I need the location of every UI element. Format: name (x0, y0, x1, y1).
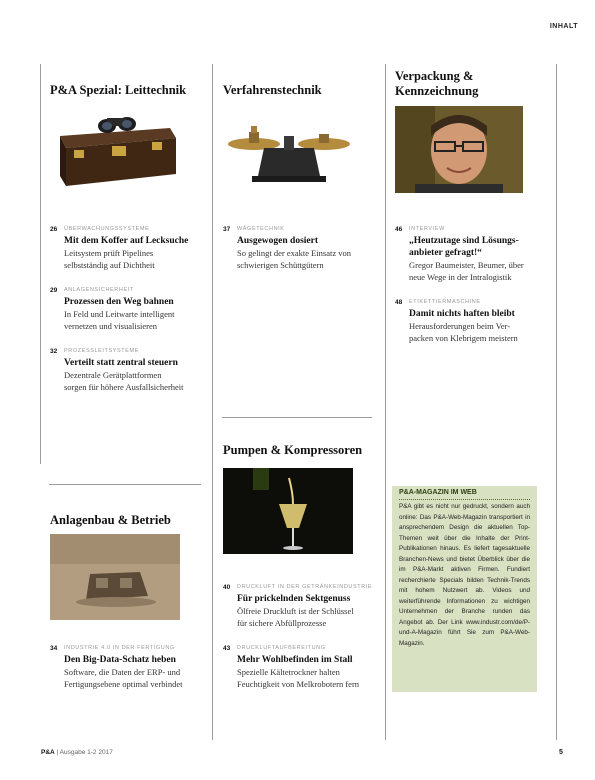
article-description: Software, die Daten der ERP- und (64, 667, 181, 677)
article-category: ETIKETTIERMASCHINE (409, 299, 481, 305)
page-number: 34 (50, 645, 58, 652)
section-divider (49, 484, 201, 485)
toc-entry[interactable] (395, 226, 555, 288)
toc-entry[interactable] (223, 645, 383, 695)
article-description: Spezielle Kältetrockner halten (237, 667, 340, 677)
web-magazine-text: P&A gibt es nicht nur gedruckt, sondern auch online: Das P&A-Web-Magazin transportiert in ansprechendem Design die aktuellen Top-Themen weit über die Inhalte der Print-Publikationen hinaus. Es liefert tagesaktuelle Branchen-News und bietet Überblick über die im P&A-Markt aktiven Firmen. Fundiert recherchierte Specials bilden Technik-Trends mit hohem Nutzwert ab. Videos und weiterführende Informationen zu wichtigen Unternehmen der Branche runden das Angebot ab. Der Link www.industr.com/de/P-und-A-Magazin führt Sie zum P&A-Web-Magazin. (399, 503, 530, 647)
article-description: Dezentrale Gerätplattformen (64, 370, 162, 380)
web-magazine-rule (399, 499, 530, 500)
article-title: Verteilt statt zentral steuern (64, 358, 178, 368)
article-description: schwierigen Schüttgütern (237, 260, 324, 270)
section-title-line: Kennzeichnung (395, 84, 479, 98)
article-title: Für prickelnden Sektgenuss (237, 594, 351, 604)
page-number: 43 (223, 645, 231, 652)
article-description: In Feld und Leitwarte intelligent (64, 309, 175, 319)
article-title: „Heutzutage sind Lösungs- (409, 236, 519, 246)
toc-entry[interactable] (50, 348, 210, 398)
portrait-image (395, 106, 523, 193)
toc-entry[interactable] (50, 287, 210, 337)
web-magazine-box (392, 486, 537, 692)
article-title: Prozessen den Weg bahnen (64, 297, 174, 307)
page-number: 46 (395, 226, 403, 233)
column-divider (556, 64, 557, 740)
footer-issue-text: | Ausgabe 1-2 2017 (56, 749, 113, 756)
article-description: Leitsystem prüft Pipelines (64, 248, 154, 258)
article-category: ÜBERWACHUNGSSYSTEME (64, 226, 150, 232)
toc-entry[interactable] (50, 226, 210, 276)
sparkling-wine-image (223, 468, 353, 554)
column-divider (385, 64, 386, 740)
article-description: Ölfreie Druckluft ist der Schlüssel (237, 606, 354, 616)
article-title: Den Big-Data-Schatz heben (64, 655, 176, 665)
balance-scale-image (224, 106, 354, 192)
section-title-leittechnik: P&A Spezial: Leittechnik (50, 83, 187, 97)
footer-brand: P&A (41, 749, 55, 756)
section-title-verfahrenstechnik: Verfahrenstechnik (223, 83, 322, 97)
page-number: 37 (223, 226, 231, 233)
article-title: anbieter gefragt!“ (409, 248, 482, 258)
treasure-chest-image (50, 534, 180, 620)
article-description: sorgen für höhere Ausfallsicherheit (64, 382, 184, 392)
footer-issue (41, 749, 113, 756)
article-title: Mit dem Koffer auf Lecksuche (64, 236, 189, 246)
article-category: INDUSTRIE 4.0 IN DER FERTIGUNG (64, 645, 175, 651)
page-number: 48 (395, 299, 403, 306)
page-number: 40 (223, 584, 231, 591)
article-description: neue Wege in der Intralogistik (409, 272, 512, 282)
page-number: 26 (50, 226, 58, 233)
article-title: Mehr Wohlbefinden im Stall (237, 655, 353, 665)
toc-entry[interactable] (395, 299, 555, 349)
section-title-verpackung (395, 69, 478, 99)
article-title: Damit nichts haften bleibt (409, 309, 515, 319)
article-category: DRUCKLUFT IN DER GETRÄNKEINDUSTRIE (237, 584, 373, 590)
web-magazine-title: P&A-MAGAZIN IM WEB (399, 489, 477, 496)
section-title-anlagenbau: Anlagenbau & Betrieb (50, 513, 171, 527)
toc-entry[interactable] (223, 584, 383, 634)
page-number: 32 (50, 348, 58, 355)
article-description: Gregor Baumeister, Beumer, über (409, 260, 524, 270)
article-description: Feuchtigkeit von Melkrobotern fern (237, 679, 360, 689)
article-description: Herausforderungen beim Ver- (409, 321, 511, 331)
section-divider (222, 417, 372, 418)
article-category: INTERVIEW (409, 226, 445, 232)
page-number-footer: 5 (559, 749, 563, 756)
article-description: packen von Klebrigem meistern (409, 333, 518, 343)
column-divider (40, 64, 41, 464)
leak-detection-case-image (52, 106, 182, 192)
section-title-line: Verpackung & (395, 69, 474, 83)
article-description: Fertigungsebene optimal verbindet (64, 679, 183, 689)
section-title-pumpen: Pumpen & Kompressoren (223, 443, 363, 457)
article-description: für sichere Abfüllprozesse (237, 618, 327, 628)
article-category: WÄGETECHNIK (237, 226, 285, 232)
article-category: ANLAGENSICHERHEIT (64, 287, 134, 293)
column-divider (212, 64, 213, 740)
article-category: PROZESSLEITSYSTEME (64, 348, 139, 354)
toc-entry[interactable] (50, 645, 210, 695)
toc-entry[interactable] (223, 226, 383, 276)
article-category: DRUCKLUFTAUFBEREITUNG (237, 645, 326, 651)
article-description: vernetzen und visualisieren (64, 321, 157, 331)
article-title: Ausgewogen dosiert (237, 236, 319, 246)
section-label: INHALT (549, 23, 578, 30)
article-description: selbstständig auf Dichtheit (64, 260, 155, 270)
article-description: So gelingt der exakte Einsatz von (237, 248, 352, 258)
page-number: 29 (50, 287, 58, 294)
